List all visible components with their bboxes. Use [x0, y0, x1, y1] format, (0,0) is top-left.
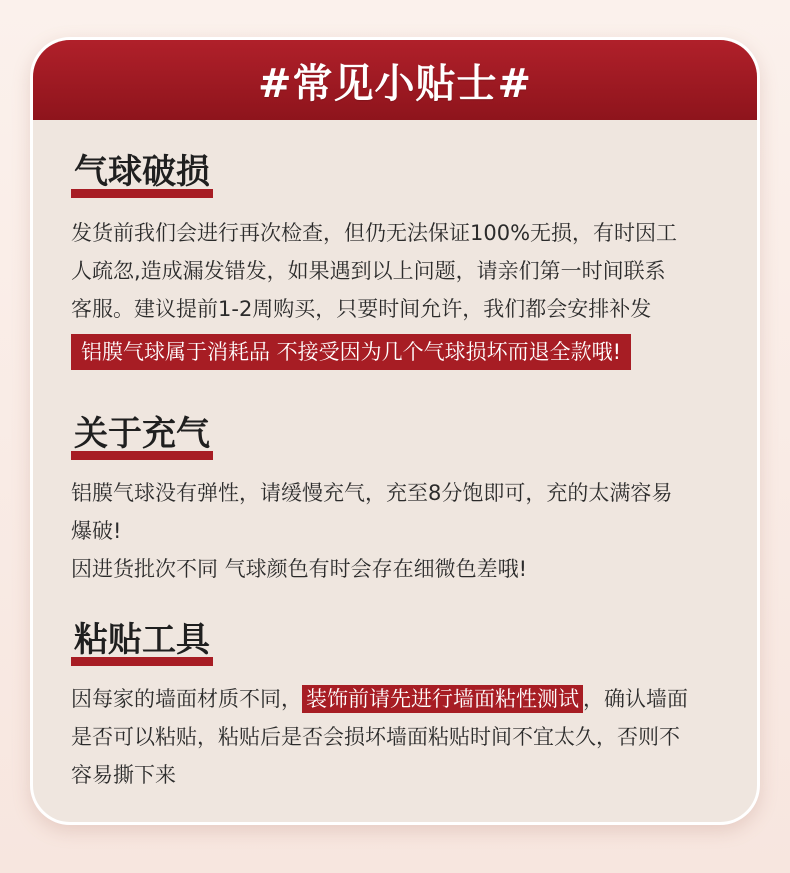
page-title: #常见小贴士# — [257, 60, 533, 107]
tips-card — [30, 37, 760, 825]
body-line: 人疏忽,造成漏发错发，如果遇到以上问题，请亲们第一时间联系 — [71, 259, 666, 283]
card-header — [33, 40, 757, 120]
body-line: 客服。建议提前1-2周购买，只要时间允许，我们都会安排补发 — [71, 297, 652, 321]
body-text-segment: 因每家的墙面材质不同， — [71, 687, 302, 711]
body-line: 爆破! — [71, 519, 122, 543]
body-line: 容易撕下来 — [71, 763, 176, 787]
section-heading: 气球破损 — [71, 150, 213, 194]
section-heading: 粘贴工具 — [71, 618, 213, 662]
section-balloon-damage — [71, 150, 737, 370]
body-line: 铝膜气球没有弹性，请缓慢充气，充至8分饱即可，充的太满容易 — [71, 481, 673, 505]
body-line: 发货前我们会进行再次检查，但仍无法保证100%无损，有时因工 — [71, 221, 678, 245]
body-line — [71, 680, 737, 718]
body-line: 因进货批次不同 气球颜色有时会存在细微色差哦! — [71, 557, 528, 581]
section-adhesive-tools — [71, 618, 737, 794]
highlight-text: 装饰前请先进行墙面粘性测试 — [302, 685, 583, 713]
section-inflation — [71, 412, 737, 588]
notice-banner: 铝膜气球属于消耗品 不接受因为几个气球损坏而退全款哦! — [71, 334, 631, 370]
body-text-segment: ，确认墙面 — [583, 687, 688, 711]
section-heading: 关于充气 — [71, 412, 213, 456]
body-line: 是否可以粘贴，粘贴后是否会损坏墙面粘贴时间不宜太久，否则不 — [71, 725, 680, 749]
